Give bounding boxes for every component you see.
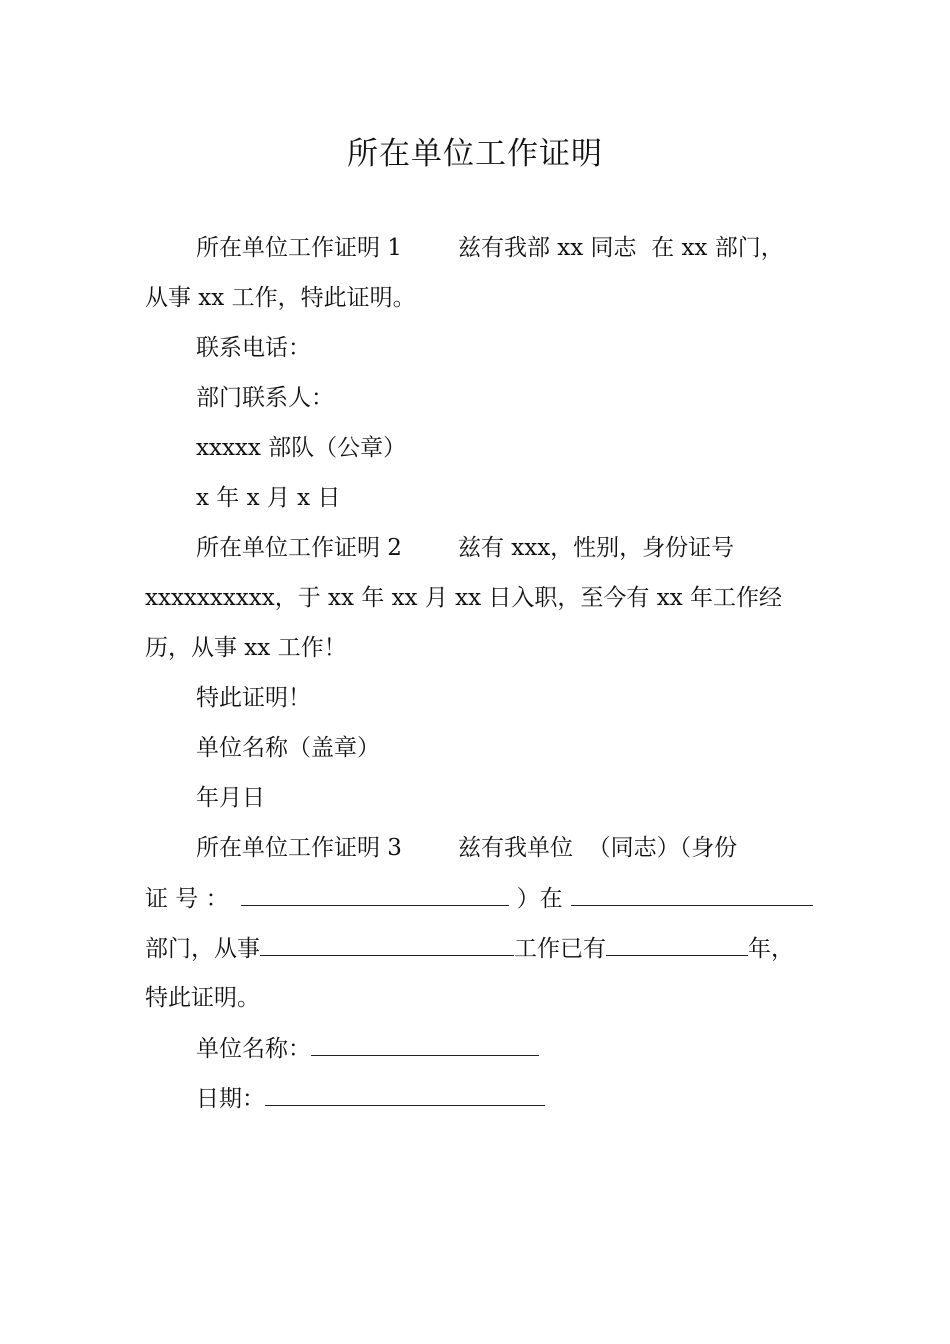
cert3-body-line3 (145, 933, 794, 964)
cert3-date-label: 日期： (196, 1086, 265, 1112)
department-blank[interactable] (571, 883, 813, 906)
cert3-year-suffix: 年， (748, 936, 794, 962)
cert3-at-label: ）在 (516, 886, 563, 912)
cert3-body: 兹有我单位 （同志）（身份 (457, 835, 738, 861)
document-title: 所在单位工作证明 (347, 136, 603, 172)
unit-name-blank[interactable] (311, 1033, 539, 1056)
cert1-date: x 年 x 月 x 日 (196, 485, 341, 511)
cert2-body-line3: 历，从事 xx 工作！ (145, 635, 347, 661)
cert3-years-label: 工作已有 (514, 936, 606, 962)
cert1-body: 兹有我部 xx 同志 在 xx 部门， (457, 235, 784, 261)
cert3-heading: 所在单位工作证明 3 (196, 835, 402, 861)
cert1-contact-label: 部门联系人： (196, 385, 334, 411)
cert1-heading: 所在单位工作证明 1 (196, 235, 402, 261)
cert2-closing: 特此证明！ (196, 685, 311, 711)
cert1-unit-seal: xxxxx 部队（公章） (196, 435, 407, 461)
cert3-id-label: 证 号 ： (145, 886, 229, 912)
cert2-paragraph-line (196, 533, 734, 563)
cert2-heading: 所在单位工作证明 2 (196, 535, 402, 561)
cert1-paragraph-line (196, 233, 784, 263)
cert1-body-line2: 从事 xx 工作，特此证明。 (145, 285, 416, 311)
job-blank[interactable] (260, 933, 514, 956)
date-blank[interactable] (265, 1083, 545, 1106)
cert3-unit-line (196, 1033, 539, 1064)
cert3-dept-label: 部门，从事 (145, 936, 260, 962)
cert2-body-line2: xxxxxxxxxx，于 xx 年 xx 月 xx 日入职，至今有 xx 年工作经 (145, 585, 782, 611)
cert1-phone-label: 联系电话： (196, 335, 311, 361)
years-blank[interactable] (606, 933, 748, 956)
id-number-blank[interactable] (241, 883, 509, 906)
cert3-body-line2 (145, 883, 813, 914)
cert2-date: 年月日 (196, 785, 265, 811)
cert3-body-line4: 特此证明。 (145, 985, 260, 1011)
cert2-body: 兹有 xxx，性别，身份证号 (457, 535, 735, 561)
cert3-unit-label: 单位名称： (196, 1036, 311, 1062)
cert3-paragraph-line (196, 833, 737, 863)
cert3-date-line (196, 1083, 545, 1114)
cert2-unit-seal: 单位名称（盖章） (196, 735, 380, 761)
